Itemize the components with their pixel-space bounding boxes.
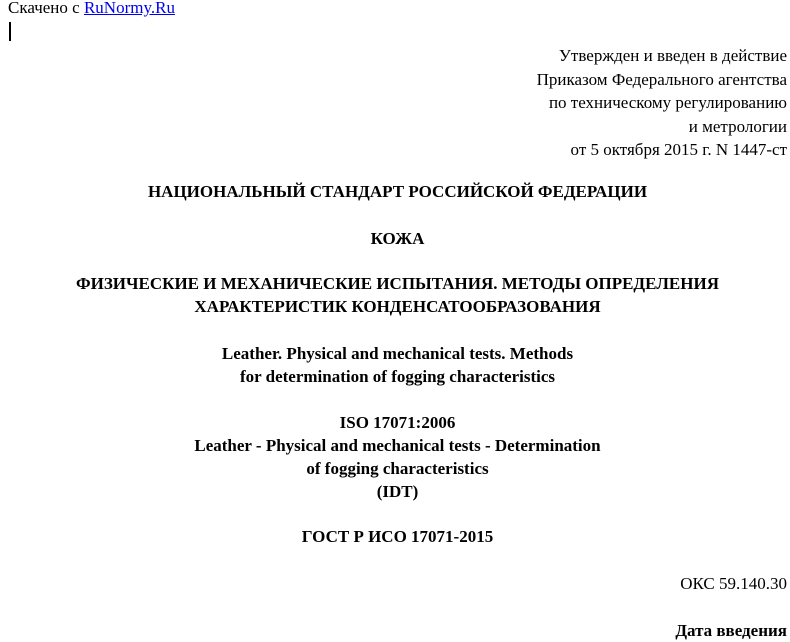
title-russian — [0, 272, 790, 318]
approval-line: Утвержден и введен в действие — [558, 46, 787, 65]
approval-line: и метрологии — [688, 116, 787, 136]
gost-code: ГОСТ Р ИСО 17071-2015 — [301, 527, 494, 546]
title-russian-line: ФИЗИЧЕСКИЕ И МЕХАНИЧЕСКИЕ ИСПЫТАНИЯ. МЕТОДЫ ОПРЕДЕЛЕНИЯ — [76, 274, 719, 293]
iso-reference — [0, 411, 790, 503]
iso-title-line: Leather - Physical and mechanical tests - Determination — [194, 436, 601, 455]
subject-heading: КОЖА — [370, 229, 425, 248]
iso-number: ISO 17071:2006 — [339, 413, 456, 432]
approval-line: от 5 октября 2015 г. N 1447-ст — [570, 140, 787, 160]
source-prefix: Скачено с — [8, 0, 84, 17]
iso-equivalence: (IDT) — [376, 482, 419, 501]
title-russian-line: ХАРАКТЕРИСТИК КОНДЕНСАТООБРАЗОВАНИЯ — [194, 297, 601, 316]
title-english-line: for determination of fogging characteristics — [239, 367, 556, 386]
oks-code: ОКС 59.140.30 — [680, 574, 787, 593]
title-english — [0, 342, 790, 388]
text-cursor — [9, 22, 11, 41]
approval-block — [537, 44, 787, 162]
national-standard-heading: НАЦИОНАЛЬНЫЙ СТАНДАРТ РОССИЙСКОЙ ФЕДЕРАЦИИ — [147, 182, 648, 201]
source-link[interactable]: RuNormy.Ru — [83, 0, 175, 17]
approval-line: по техническому регулированию — [548, 93, 787, 113]
intro-date-label: Дата введения — [675, 621, 787, 640]
iso-title-line: of fogging characteristics — [306, 459, 489, 478]
approval-line: Приказом Федерального агентства — [536, 69, 787, 89]
title-english-line: Leather. Physical and mechanical tests. Methods — [221, 344, 574, 363]
source-attribution — [8, 0, 175, 18]
